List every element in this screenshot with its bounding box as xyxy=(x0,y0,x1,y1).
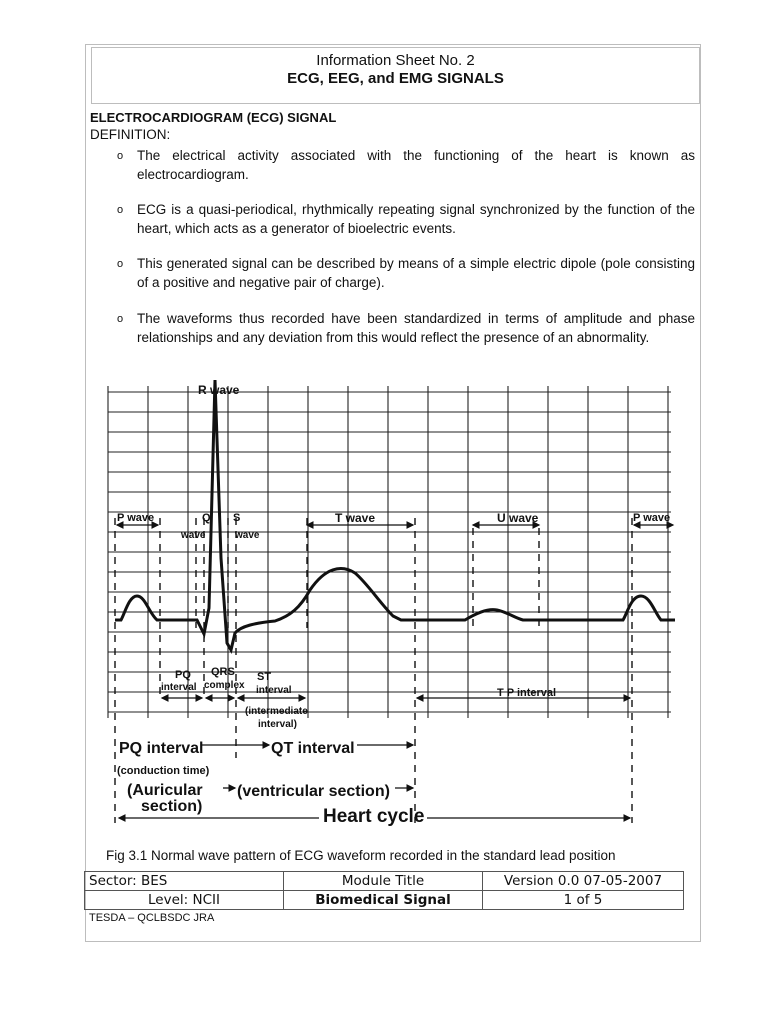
heart-cycle-label: Heart cycle xyxy=(323,806,425,827)
pq-label: PQ xyxy=(175,669,191,681)
sheet-title: ECG, EEG, and EMG SIGNALS xyxy=(287,70,504,87)
auricular-label: (Auricular xyxy=(127,782,203,799)
list-item xyxy=(117,200,695,238)
figure-caption: Fig 3.1 Normal wave pattern of ECG waveform recorded in the standard lead position xyxy=(106,848,616,863)
table-row xyxy=(85,872,684,891)
list-item xyxy=(117,309,695,347)
bullet-icon: o xyxy=(117,204,124,216)
pq-interval-small-label: interval xyxy=(161,682,197,693)
q-label: Q xyxy=(202,512,211,524)
intermediate2-label: interval) xyxy=(258,719,297,730)
bullet-text: ECG is a quasi-periodical, rhythmically repeating signal synchronized by the function of the heart, which acts as a generator of bioelectric events. xyxy=(137,202,695,236)
sector-cell: Sector: BES xyxy=(85,872,284,891)
s-wave-label: wave xyxy=(235,530,260,541)
module-title-cell: Biomedical Signal xyxy=(284,891,483,910)
tp-interval-label: T P interval xyxy=(497,687,557,699)
bullet-text: The waveforms thus recorded have been standardized in terms of amplitude and phase relationships and any deviation from this would reflect the presence of an abnormality. xyxy=(137,311,695,345)
conduction-time-label: (conduction time) xyxy=(117,765,210,777)
dashed-guides xyxy=(115,518,632,823)
bullet-icon: o xyxy=(117,313,124,325)
pq-interval-label: PQ interval xyxy=(119,740,204,757)
level-cell: Level: NCII xyxy=(85,891,284,910)
p-wave-left-label: P wave xyxy=(117,512,155,524)
st-interval-label: interval xyxy=(256,685,292,696)
ecg-diagram xyxy=(105,378,679,834)
version-cell: Version 0.0 07-05-2007 xyxy=(483,872,684,891)
s-label: S xyxy=(233,512,241,524)
list-item xyxy=(117,146,695,184)
list-item xyxy=(117,254,695,292)
p-wave-right-label: P wave xyxy=(633,512,671,524)
sheet-number: Information Sheet No. 2 xyxy=(316,52,475,69)
document-header xyxy=(91,47,700,104)
t-wave-label: T wave xyxy=(335,511,376,525)
ecg-figure xyxy=(105,378,679,834)
wave-labels xyxy=(117,383,670,827)
module-title-label-cell: Module Title xyxy=(284,872,483,891)
bullet-text: This generated signal can be described by means of a simple electric dipole (pole consisting of a positive and negative pair of charge). xyxy=(137,256,695,290)
tesda-footer: TESDA – QCLBSDC JRA xyxy=(89,912,215,924)
u-wave-label: U wave xyxy=(497,511,539,525)
qrs-label: QRS xyxy=(211,666,235,678)
ventricular-label: (ventricular section) xyxy=(237,783,390,800)
section-heading: ELECTROCARDIOGRAM (ECG) SIGNAL xyxy=(90,110,337,125)
st-label: ST xyxy=(257,671,272,683)
auricular2-label: section) xyxy=(141,798,203,815)
bullet-icon: o xyxy=(117,150,124,162)
document-footer xyxy=(84,871,684,910)
qrs-complex-label: complex xyxy=(204,680,245,691)
q-wave-label: wave xyxy=(181,530,206,541)
page-number-cell: 1 of 5 xyxy=(483,891,684,910)
intermediate-label: (intermediate xyxy=(245,706,308,717)
bullet-icon: o xyxy=(117,258,124,270)
definition-label: DEFINITION: xyxy=(90,127,171,142)
r-wave-label: R wave xyxy=(198,383,240,397)
qt-interval-label: QT interval xyxy=(271,740,355,757)
table-row xyxy=(85,891,684,910)
ecg-waveform xyxy=(115,380,675,650)
grid-lines xyxy=(108,386,671,718)
bullet-text: The electrical activity associated with the functioning of the heart is known as electrocardiogram. xyxy=(137,148,695,182)
